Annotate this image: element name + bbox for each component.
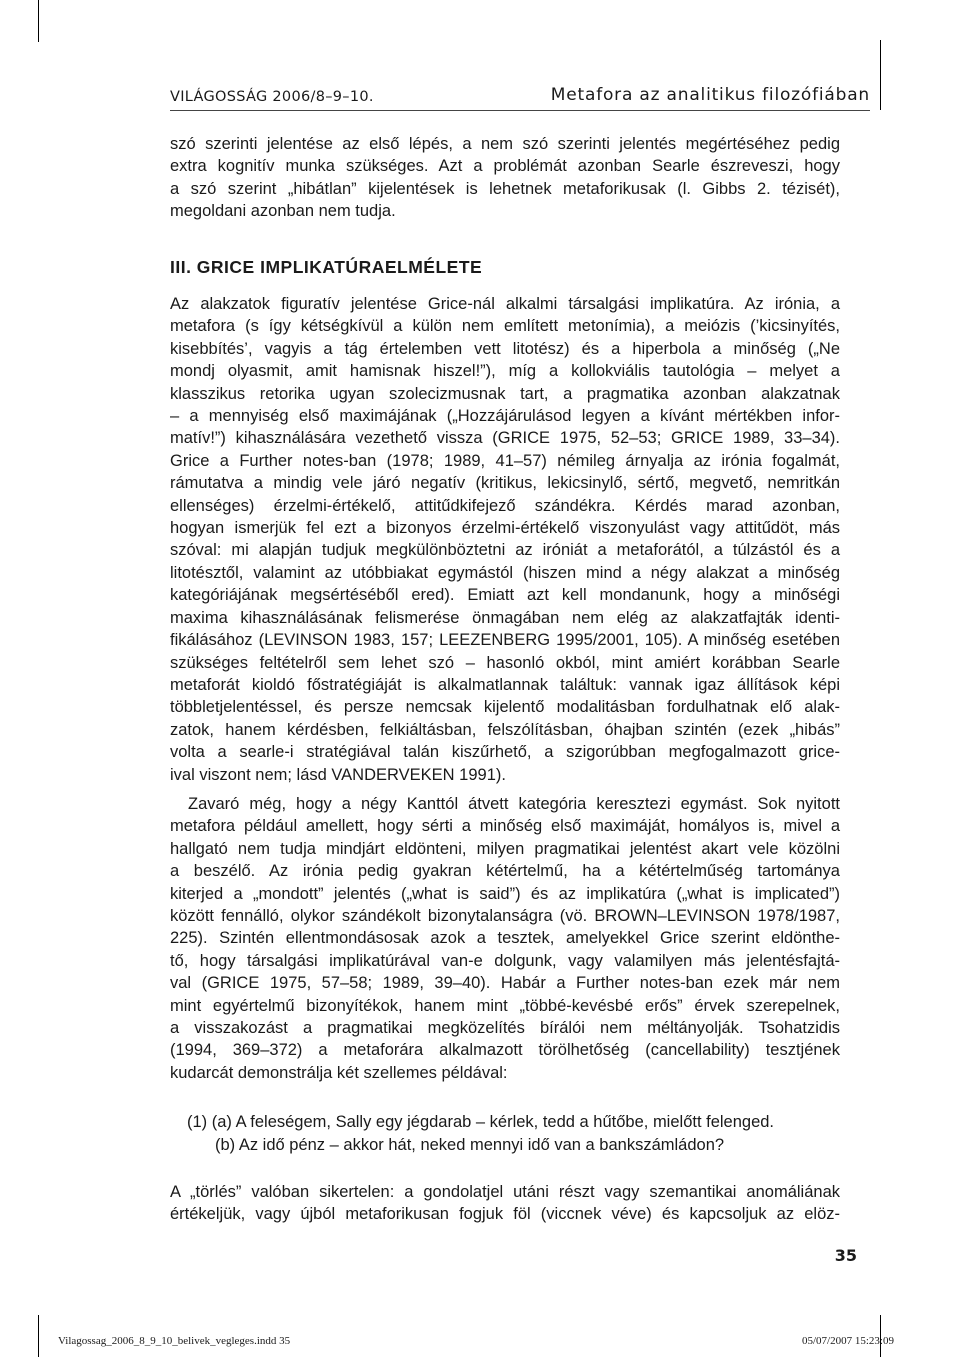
paragraph-deletion <box>170 1181 840 1226</box>
text-line: mondj olyasmit, amit hamisnak hiszel!”), míg a kollokviális tautológia – melyet a <box>170 362 840 381</box>
example-1b: (b) Az idő pénz – akkor hát, neked mennyi idő van a bankszámládon? <box>215 1136 725 1154</box>
crop-mark-top-right <box>880 40 881 110</box>
paragraph-continued <box>170 133 840 223</box>
text-line: 225). Szintén ellentmondásosak azok a tesztek, amelyekkel Grice szerint eldönthe- <box>170 929 840 948</box>
text-line: Az alakzatok figuratív jelentése Grice-nál alkalmi társalgási implikatúra. Az irónia, a <box>170 295 840 313</box>
text-line: matív!”) kihasználására vezethető vissza (GRICE 1975, 52–53; GRICE 1989, 33–34). <box>170 429 840 448</box>
text-line: hallgató nem tudja mindjárt eldönteni, milyen pragmatikai jelentést akart vele közölni <box>170 839 840 858</box>
text-line: kiterjed a „mondott” jelentés („what is said”) és az implikatúra („what is implicated”) <box>170 884 840 903</box>
section-heading: III. GRICE IMPLIKATÚRAELMÉLETE <box>170 257 483 277</box>
running-head-journal: VILÁGOSSÁG 2006/8–9–10. <box>170 89 374 105</box>
text-line: zatok, hanem kérdésben, felkiáltásban, felszólításban, óhajban szintén (ezek „hibás” <box>170 720 840 739</box>
text-line: extra kognitív munka szükséges. Azt a problémát azonban Searle észreveszi, hogy <box>170 157 840 176</box>
text-line: a visszakozást a pragmatikai megközelítés bírálói nem méltányolják. Tsohatzidis <box>170 1019 840 1038</box>
text-line: maxima kihasználásának felismerése önmagában nem elég az alakzatfajták identi- <box>170 608 840 627</box>
text-line: hogyan ismerjük fel ezt a bizonyos érzelmi-értékelő viszonyulást vagy attitűdöt, más <box>170 519 840 538</box>
text-line: metaforát kioldó főstratégiáját is alkalmatlannak találtuk: vannak igaz állítások képi <box>170 675 840 694</box>
text-line: kudarcát demonstrálja két szellemes példával: <box>170 1063 508 1082</box>
text-line: val (GRICE 1975, 57–58; 1989, 39–40). Habár a Further notes-ban ezek már nem <box>170 974 840 993</box>
text-line: a beszélő. Az irónia pedig gyakran kétértelmű, ha a kétértelműség tartománya <box>170 862 840 881</box>
slug-filename: Vilagossag_2006_8_9_10_belivek_vegleges.indd 35 <box>58 1335 291 1347</box>
text-line: fikálásához (LEVINSON 1983, 157; LEEZENBERG 1995/2001, 105). A minőség esetében <box>170 631 840 650</box>
paragraph-categories <box>170 793 840 1084</box>
text-line: szóval: mi alapján tudjuk megkülönböztetni az iróniát a metaforától, a túlzástól és a <box>170 541 840 560</box>
text-line: értékeljük, vagy újból metaforikusan fogjuk föl (viccnek véve) és kapcsoljuk az elöz- <box>170 1205 840 1224</box>
text-line: metafora (s így kétségkívül a külön nem említett metonímia), a meiózis (’kicsinyítés, <box>170 317 840 336</box>
text-line: klasszikus retorika ugyan szolecizmusnak tart, a pragmatika azonban alakzatnak <box>170 384 840 403</box>
paragraph-grice <box>170 293 840 786</box>
text-line: Grice a Further notes-ban (1978; 1989, 41–57) némileg árnyalja az irónia fogalmát, <box>170 451 840 470</box>
text-line: ival viszont nem; lásd VANDERVEKEN 1991). <box>170 765 506 784</box>
text-line: kisebbítés’, vagyis a tág értelemben vett litotész) és a hiperbola a minőség („Ne <box>170 339 840 358</box>
crop-mark-bottom-left <box>38 1315 39 1357</box>
text-line: a szó szerint „hibátlan” kijelentések is lehetnek metaforikusak (l. Gibbs 2. tézisét), <box>170 179 840 198</box>
example-1a: (1) (a) A feleségem, Sally egy jégdarab – kérlek, tedd a hűtőbe, mielőtt felenged. <box>187 1113 775 1131</box>
text-line: A „törlés” valóban sikertelen: a gondolatjel utáni részt vagy szemantikai anomáliának <box>170 1183 840 1201</box>
slug-timestamp: 05/07/2007 15:23:09 <box>802 1335 894 1347</box>
header-rule <box>170 110 870 111</box>
text-line: ellenséges) érzelmi-értékelő, attitűdkifejező szándékra. Kérdés marad azonban, <box>170 496 840 515</box>
text-line: tő, hogy társalgási implikatúrával van-e dolgunk, vagy valamilyen más jelentésfajtá- <box>170 951 840 970</box>
text-line: rámutatva a mindig vele járó negatív (kritikus, lekicsinylő, sértő, megvető, nemritkán <box>170 474 840 493</box>
text-line: Zavaró még, hogy a négy Kanttól átvett kategória keresztezi egymást. Sok nyitott <box>188 795 840 813</box>
text-line: metafora például amellett, hogy sérti a minőség első maximáját, homályos is, mivel a <box>170 817 840 836</box>
text-line: megoldani azonban nem tudja. <box>170 202 396 221</box>
text-line: között fennálló, olykor szándékolt bizonytalanságra (vö. BROWN–LEVINSON 1978/1987, <box>170 907 840 926</box>
text-line: szükséges feltételről sem lehet szó – hasonló okból, mint amiért korábban Searle <box>170 653 840 672</box>
page-number: 35 <box>834 1246 857 1265</box>
text-line: – a mennyiség első maximájának („Hozzájárulásod legyen a kívánt mértékben infor- <box>170 407 840 426</box>
text-line: (1994, 369–372) a metaforára alkalmazott törölhetőség (cancellability) tesztjének <box>170 1041 840 1060</box>
text-line: volta a searle-i stratégiával talán kiszűrhető, a szigorúbban megfogalmazott grice- <box>170 743 840 762</box>
text-line: kategóriájának megsértéséből ered). Emiatt azt kell mondanunk, hogy a minőségi <box>170 586 840 605</box>
text-line: mint egyértelmű bizonyítékok, hanem mint „többé-kevésbé erős” érvek szerepelnek, <box>170 996 840 1015</box>
text-line: litotésztől, valamint az utóbbiakat egymástól (hiszen mind a négy alakzat a minőség <box>170 563 840 582</box>
text-line: szó szerinti jelentése az első lépés, a nem szó szerinti jelentés megértéséhez pedig <box>170 135 840 153</box>
crop-mark-top-left <box>38 0 39 42</box>
running-head-title: Metafora az analitikus filozófiában <box>550 85 870 105</box>
text-line: többletjelentéssel, és persze nemcsak kijelentő modalitásban fordulhatnak elő alak- <box>170 698 840 717</box>
